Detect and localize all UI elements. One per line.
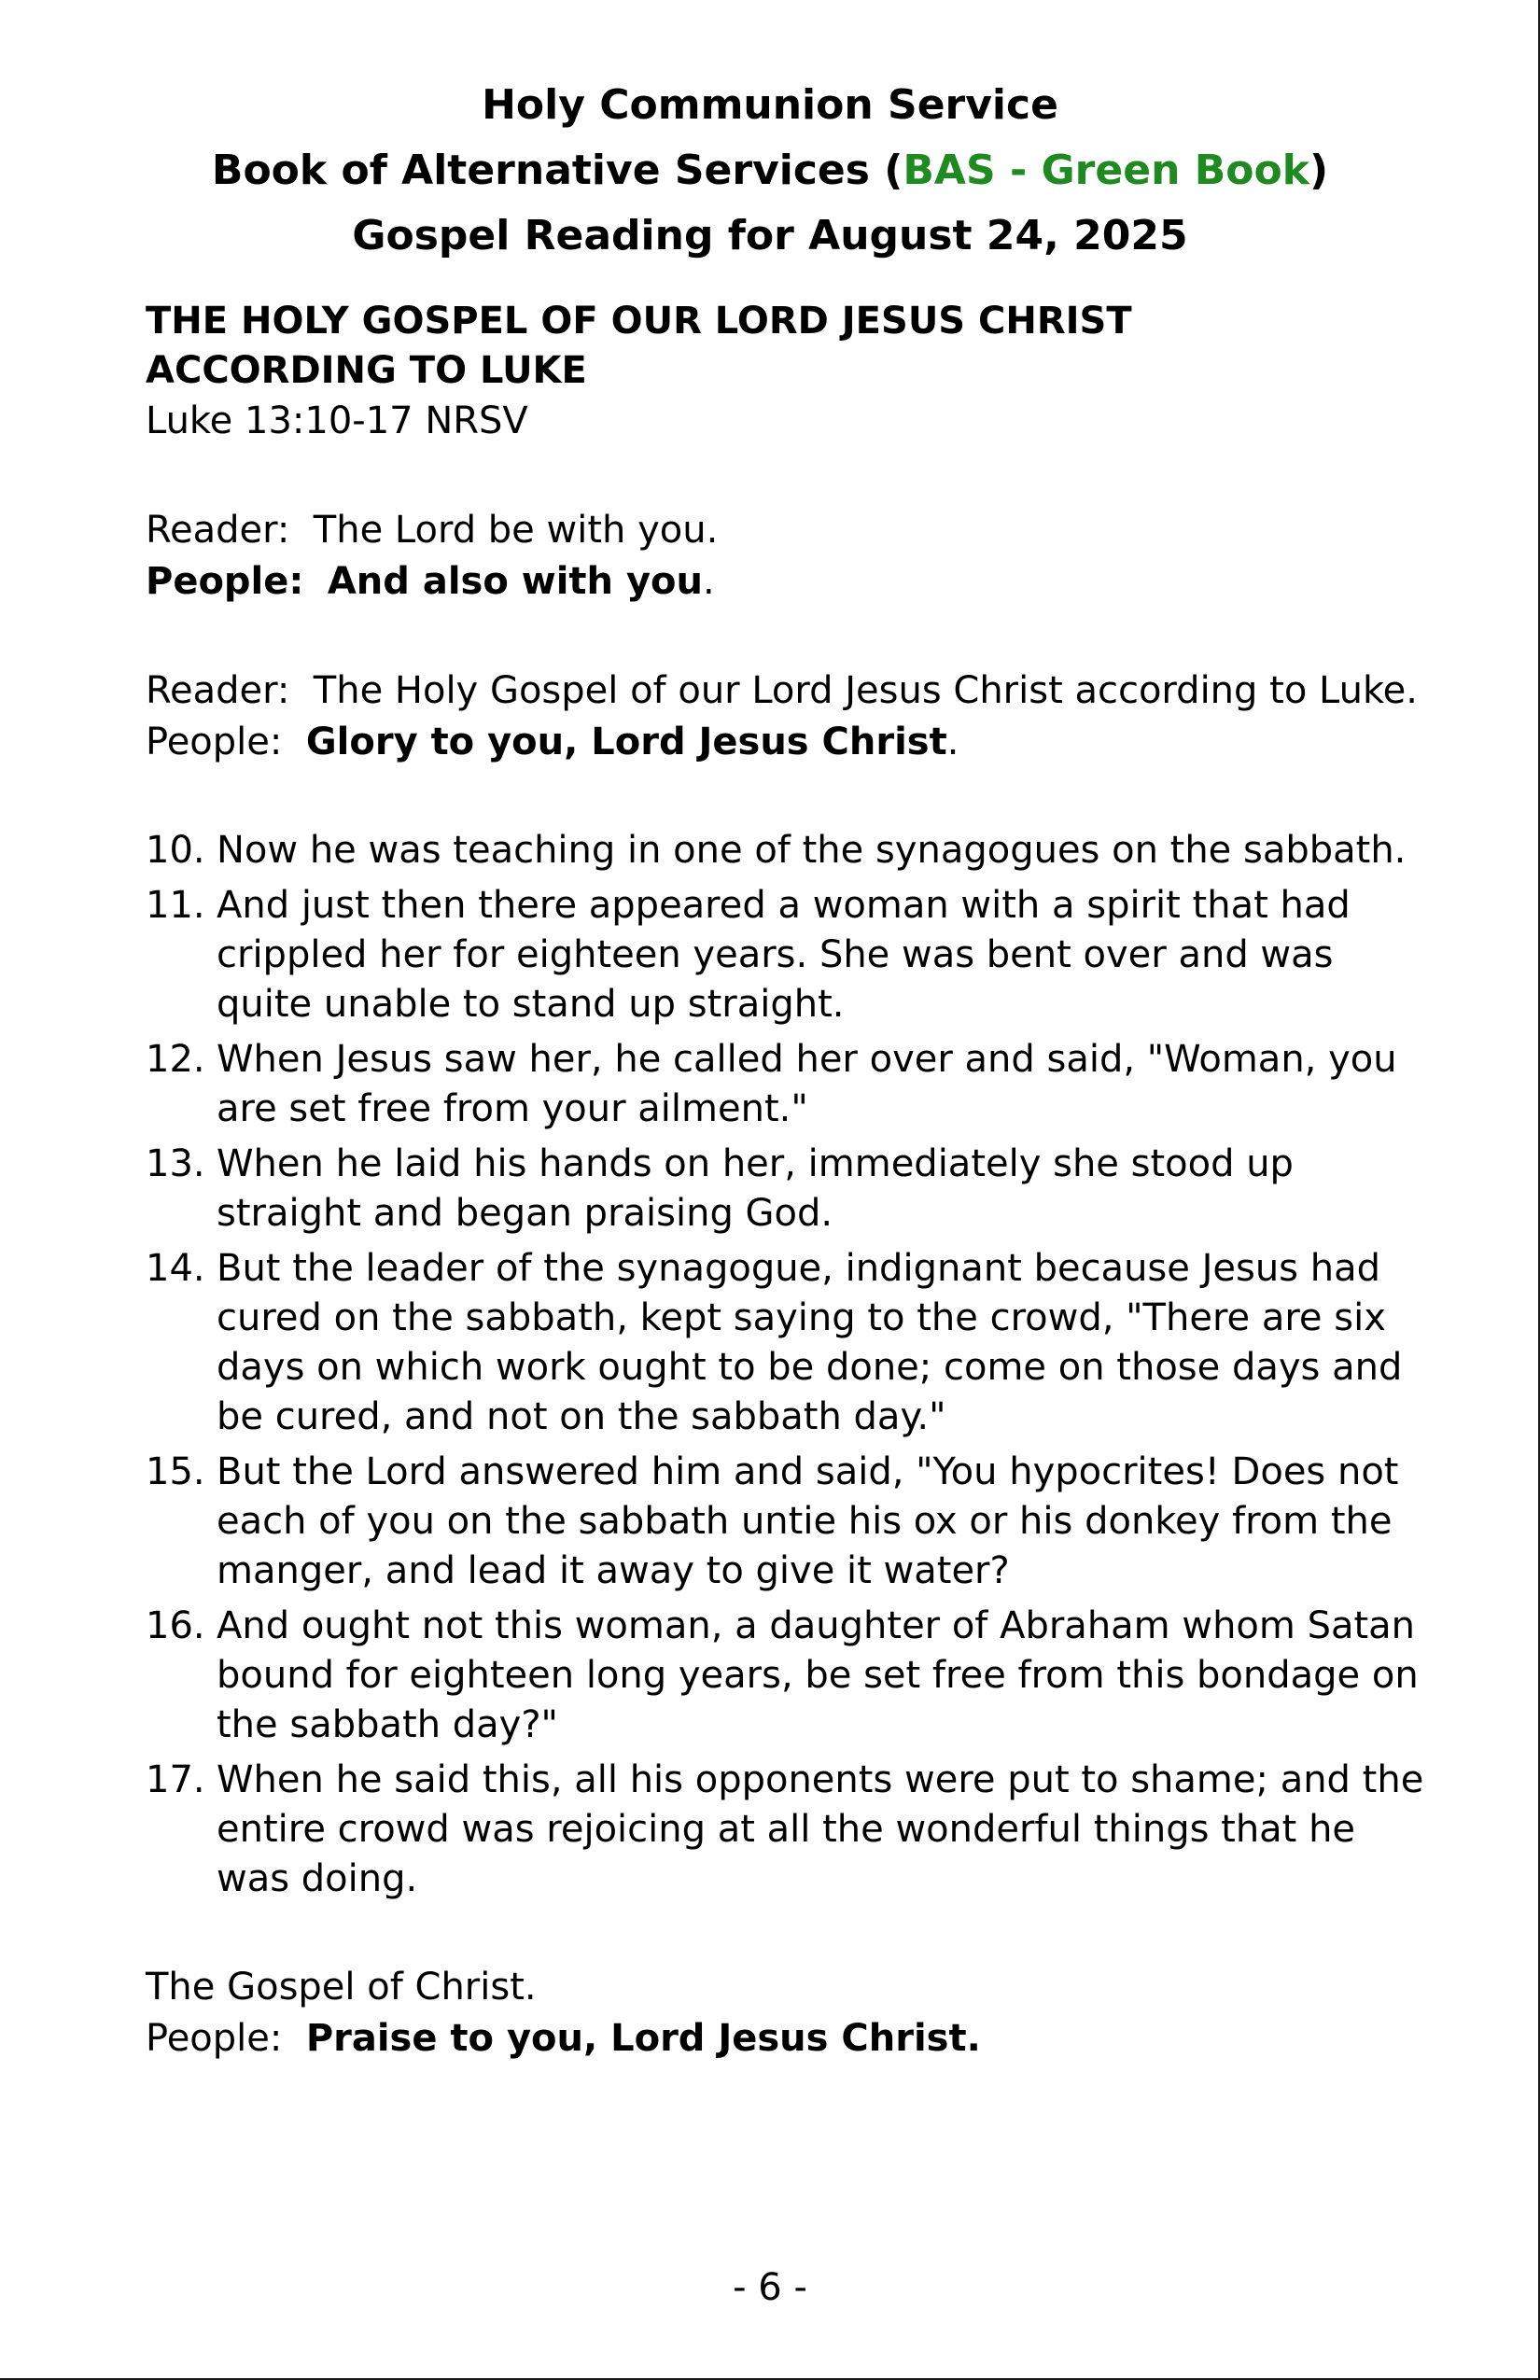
page-header xyxy=(0,73,1540,269)
verse-item xyxy=(146,1602,1424,1750)
people-label: People: xyxy=(146,721,283,763)
gospel-heading-line1: THE HOLY GOSPEL OF OUR LORD JESUS CHRIST xyxy=(146,300,1132,343)
people-response: Praise to you, Lord Jesus Christ. xyxy=(305,2017,981,2060)
verse-text: When he said this, all his opponents were put to shame; and the entire crowd was rejoicing at all the wonderful things that he was doing. xyxy=(217,1758,1424,1900)
greeting-reader-line xyxy=(146,505,1424,556)
verse-number: 10. xyxy=(146,829,205,872)
verse-number: 14. xyxy=(146,1247,205,1290)
verse-number: 15. xyxy=(146,1450,205,1493)
verse-item xyxy=(146,1244,1424,1442)
verse-item xyxy=(146,1035,1424,1134)
verse-number: 13. xyxy=(146,1142,205,1185)
verse-item xyxy=(146,1756,1424,1904)
verse-text: When Jesus saw her, he called her over and said, "Woman, you are set free from your ailment." xyxy=(217,1038,1397,1130)
verse-item xyxy=(146,1140,1424,1239)
closing-people-line xyxy=(146,2013,1424,2065)
book-title xyxy=(0,138,1540,203)
verse-number: 11. xyxy=(146,884,205,927)
people-response: And also with you xyxy=(327,560,703,603)
reading-content xyxy=(146,297,1424,2065)
people-response-end: . xyxy=(702,560,715,603)
scripture-citation: Luke 13:10-17 NRSV xyxy=(146,399,528,442)
spacer xyxy=(146,608,1424,665)
verse-text: Now he was teaching in one of the synagogues on the sabbath. xyxy=(217,829,1407,872)
people-label: People: xyxy=(146,2017,283,2060)
reader-label: Reader: xyxy=(146,669,290,712)
people-response: Glory to you, Lord Jesus Christ xyxy=(305,721,947,763)
verse-list xyxy=(146,826,1424,1904)
book-title-highlight: BAS - Green Book xyxy=(903,147,1309,194)
announcement-people-line xyxy=(146,717,1424,768)
greeting-block xyxy=(146,505,1424,608)
closing-text: The Gospel of Christ. xyxy=(146,1966,537,2009)
verse-item xyxy=(146,1448,1424,1596)
people-response-end: . xyxy=(946,721,959,763)
verse-item xyxy=(146,826,1424,875)
verse-item xyxy=(146,881,1424,1029)
greeting-people-line xyxy=(146,556,1424,608)
people-label: People: xyxy=(146,560,304,603)
book-title-suffix: ) xyxy=(1309,147,1329,194)
closing-block xyxy=(146,1962,1424,2065)
reader-text: The Holy Gospel of our Lord Jesus Christ according to Luke. xyxy=(313,669,1419,712)
verse-text: And ought not this woman, a daughter of Abraham whom Satan bound for eighteen long years, be set free from this bondage on the sabbath day?" xyxy=(217,1604,1419,1746)
gospel-heading xyxy=(146,297,1424,396)
reader-text: The Lord be with you. xyxy=(313,509,719,552)
reader-label: Reader: xyxy=(146,509,290,552)
book-title-prefix: Book of Alternative Services ( xyxy=(211,147,903,194)
verse-number: 17. xyxy=(146,1758,205,1801)
verse-number: 12. xyxy=(146,1038,205,1081)
verse-text: But the leader of the synagogue, indignant because Jesus had cured on the sabbath, kept saying to the crowd, "There are six days on which work ought to be done; come on those days and be cured, and not on the sabbath day." xyxy=(217,1247,1403,1438)
page-number: - 6 - xyxy=(733,2266,807,2309)
verse-text: And just then there appeared a woman with a spirit that had crippled her for eighteen years. She was bent over and was quite unable to stand up straight. xyxy=(217,884,1351,1026)
announcement-block xyxy=(146,665,1424,768)
verse-number: 16. xyxy=(146,1604,205,1647)
announcement-reader-line xyxy=(146,665,1424,717)
service-title: Holy Communion Service xyxy=(482,81,1058,129)
verse-text: But the Lord answered him and said, "You hypocrites! Does not each of you on the sabbath untie his ox or his donkey from the manger, and lead it away to give it water? xyxy=(217,1450,1399,1592)
gospel-heading-line2: ACCORDING TO LUKE xyxy=(146,349,587,392)
reading-date-title: Gospel Reading for August 24, 2025 xyxy=(352,212,1188,259)
verse-text: When he laid his hands on her, immediately she stood up straight and began praising God. xyxy=(217,1142,1294,1235)
